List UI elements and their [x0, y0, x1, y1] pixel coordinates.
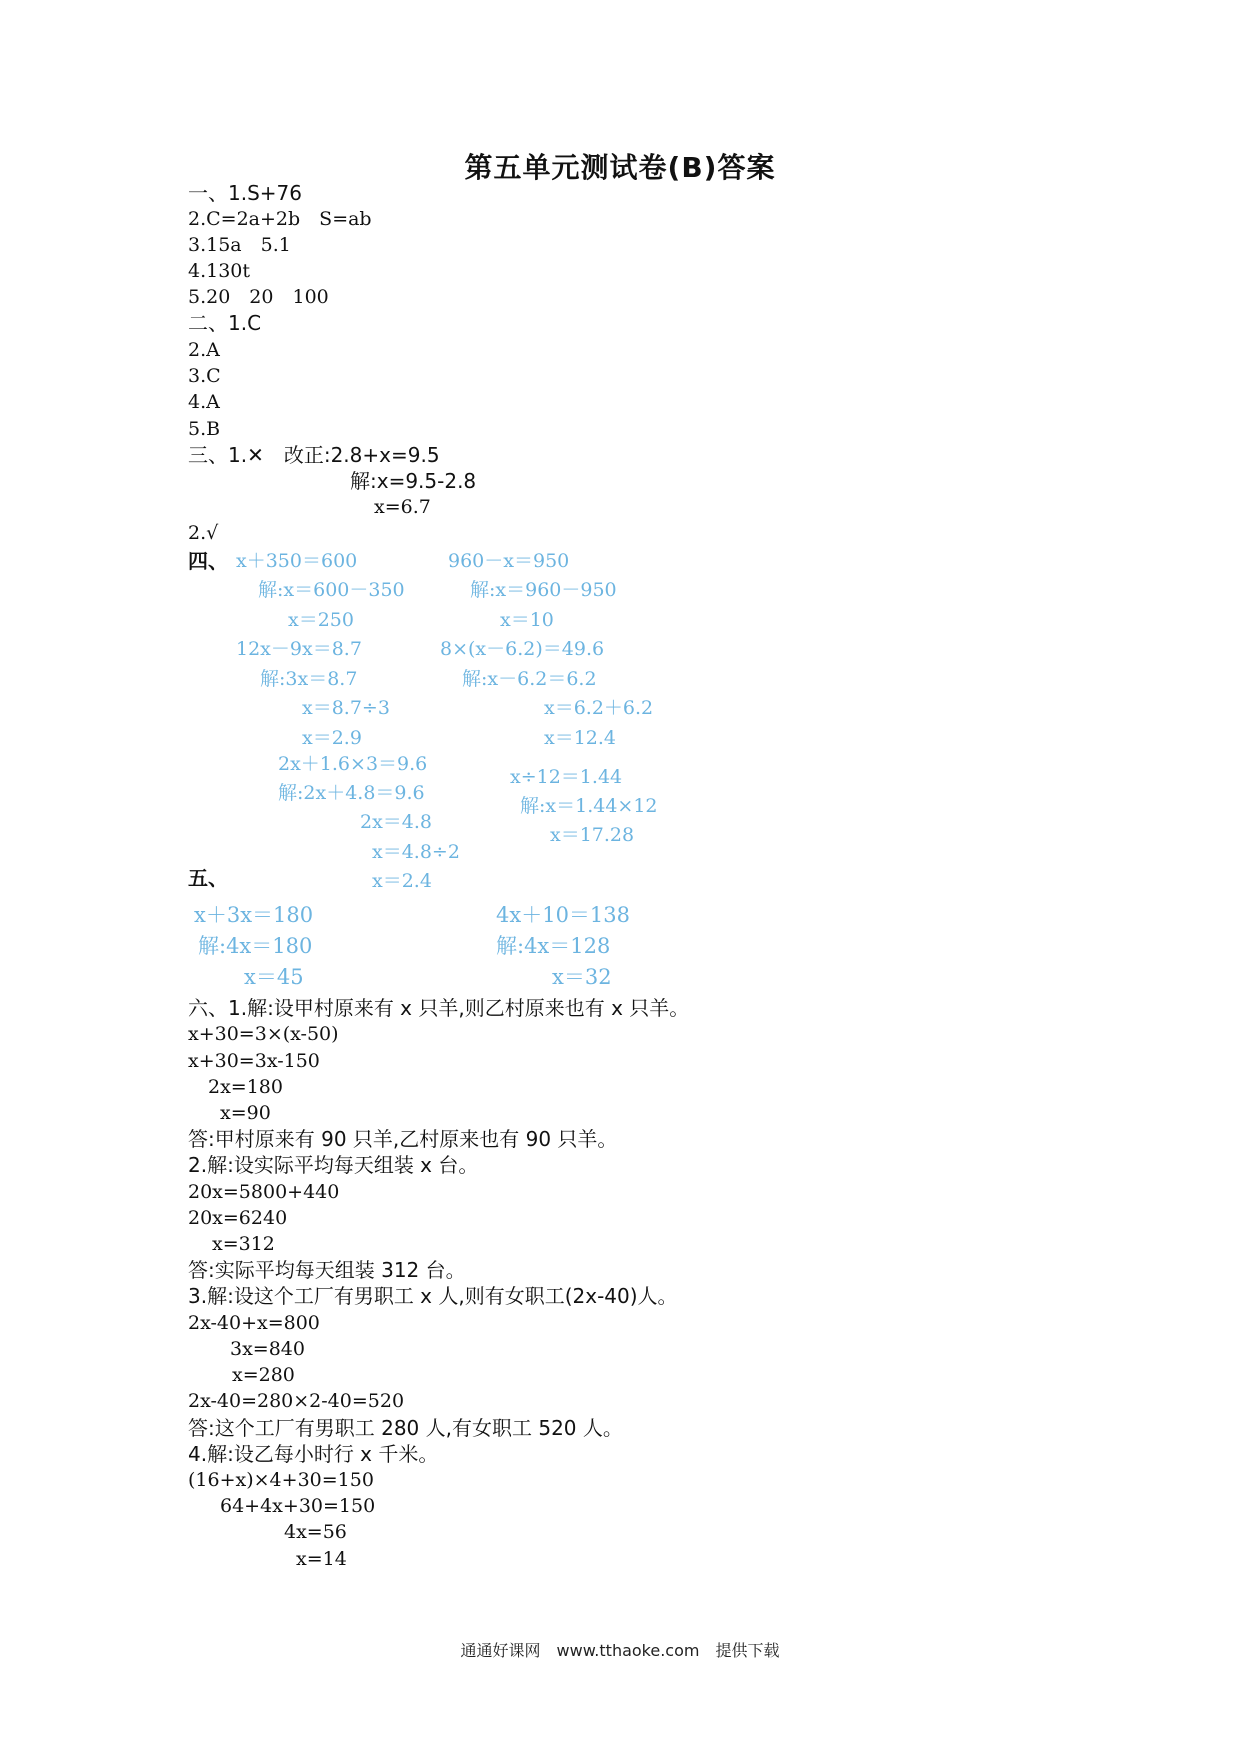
s3-line: 三、1.✕ 改正:2.8+x=9.5 — [188, 443, 440, 467]
s2-line: 4.A — [188, 391, 220, 413]
s4-label: 四、 — [188, 549, 228, 573]
s6-line: 64+4x+30=150 — [220, 1495, 376, 1517]
s2-line: 5.B — [188, 418, 221, 440]
s2-line: 3.C — [188, 365, 221, 387]
s4-eq: x＝250 — [288, 609, 354, 631]
s1-line: 3.15a 5.1 — [188, 234, 291, 256]
s4-eq: 12x－9x＝8.7 — [236, 638, 362, 660]
s6-line: x+30=3×(x-50) — [188, 1023, 339, 1045]
s4-eq: x＝4.8÷2 — [372, 841, 460, 863]
s6-line: 2x-40+x=800 — [188, 1312, 320, 1334]
s4-eq: x＝10 — [500, 609, 554, 631]
s5-eq: x＋3x＝180 — [194, 903, 314, 927]
s4-eq: x＝8.7÷3 — [302, 697, 390, 719]
s4-eq: x÷12＝1.44 — [510, 766, 623, 788]
s5-eq: 解:4x＝128 — [496, 934, 611, 958]
s4-eq: x＝2.9 — [302, 727, 362, 749]
s6-line: 20x=5800+440 — [188, 1181, 340, 1203]
s6-line: 3.解:设这个工厂有男职工 x 人,则有女职工(2x-40)人。 — [188, 1284, 678, 1308]
s6-line: (16+x)×4+30=150 — [188, 1469, 374, 1491]
s6-line: 2.解:设实际平均每天组装 x 台。 — [188, 1153, 479, 1177]
s4-eq: x＝17.28 — [550, 824, 635, 846]
s5-eq: 解:4x＝180 — [198, 934, 313, 958]
s4-eq: 解:2x＋4.8＝9.6 — [278, 782, 425, 804]
s6-line: 2x-40=280×2-40=520 — [188, 1390, 405, 1412]
s1-line: 2.C=2a+2b S=ab — [188, 208, 372, 230]
s1-line: 5.20 20 100 — [188, 286, 329, 308]
s6-line: x+30=3x-150 — [188, 1050, 320, 1072]
s4-eq: 解:x－6.2＝6.2 — [462, 668, 597, 690]
s6-line: 答:甲村原来有 90 只羊,乙村原来也有 90 只羊。 — [188, 1127, 618, 1151]
s6-line: 20x=6240 — [188, 1207, 288, 1229]
s6-line: x=312 — [212, 1233, 275, 1255]
s6-line: 2x=180 — [208, 1076, 283, 1098]
s4-eq: 2x＋1.6×3＝9.6 — [278, 753, 428, 775]
s6-line: 3x=840 — [230, 1338, 305, 1360]
s4-eq: 2x＝4.8 — [360, 811, 433, 833]
s2-line: 二、1.C — [188, 311, 262, 335]
s3-line: 2.√ — [188, 522, 219, 544]
s4-eq: 960－x＝950 — [448, 550, 570, 572]
s6-line: 答:实际平均每天组装 312 台。 — [188, 1258, 466, 1282]
s4-eq: 解:x＝600－350 — [258, 579, 405, 601]
s6-line: 4x=56 — [284, 1521, 347, 1543]
s4-eq: x＝6.2＋6.2 — [544, 697, 654, 719]
s4-eq: x＋350＝600 — [236, 550, 358, 572]
page-title: 第五单元测试卷(B)答案 — [464, 151, 776, 184]
s1-line: 一、1.S+76 — [188, 181, 302, 205]
s5-eq: x＝45 — [244, 965, 304, 989]
s4-eq: 解:x＝1.44×12 — [520, 795, 658, 817]
s6-line: x=280 — [232, 1364, 295, 1386]
s4-eq: 解:x＝960－950 — [470, 579, 617, 601]
s6-line: 4.解:设乙每小时行 x 千米。 — [188, 1442, 439, 1466]
footer-source: 通通好课网 www.tthaoke.com 提供下载 — [460, 1641, 780, 1660]
s6-line: x=14 — [296, 1548, 347, 1570]
s4-eq: x＝12.4 — [544, 727, 617, 749]
s5-eq: 4x＋10＝138 — [496, 903, 631, 927]
s4-eq: 8×(x－6.2)＝49.6 — [440, 638, 605, 660]
s3-line: 解:x=9.5-2.8 — [350, 469, 477, 493]
s6-line: 六、1.解:设甲村原来有 x 只羊,则乙村原来也有 x 只羊。 — [188, 996, 690, 1020]
s5-eq: x＝32 — [552, 965, 612, 989]
s6-line: 答:这个工厂有男职工 280 人,有女职工 520 人。 — [188, 1416, 623, 1440]
s4-eq: 解:3x＝8.7 — [260, 668, 358, 690]
s5-label: 五、 — [188, 866, 228, 890]
s3-line: x=6.7 — [374, 496, 431, 518]
s2-line: 2.A — [188, 339, 220, 361]
s1-line: 4.130t — [188, 260, 251, 282]
s4-eq: x＝2.4 — [372, 870, 432, 892]
s6-line: x=90 — [220, 1102, 271, 1124]
